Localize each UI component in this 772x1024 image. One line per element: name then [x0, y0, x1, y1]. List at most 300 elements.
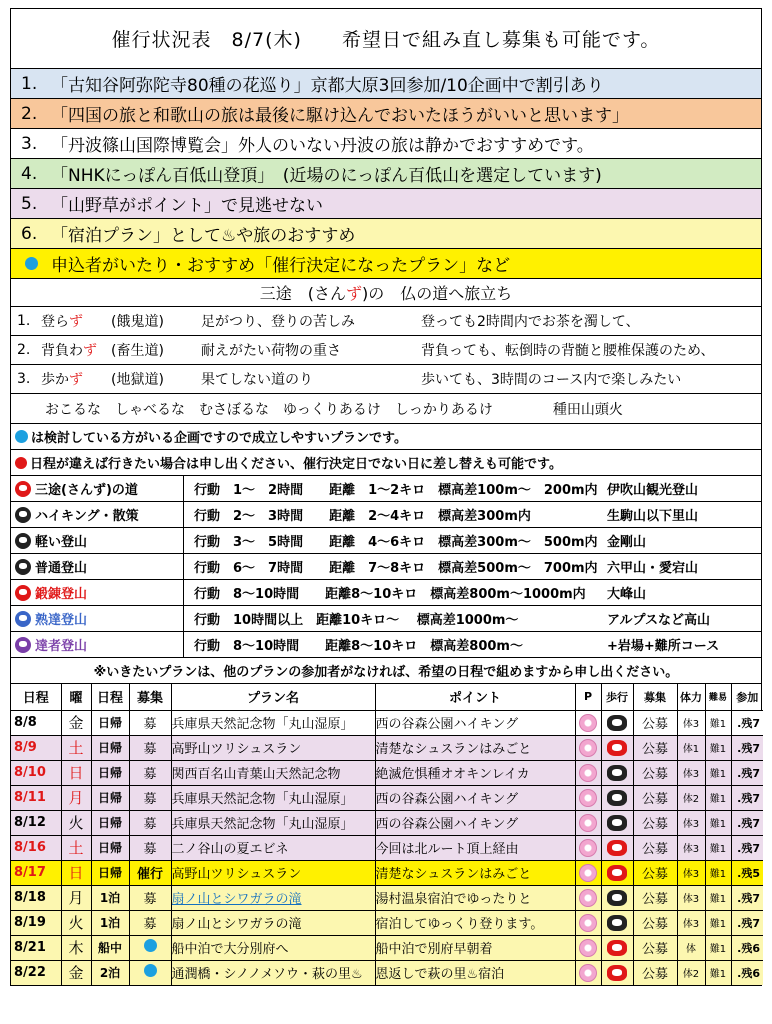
level-icon-cell	[11, 559, 35, 575]
flower-icon	[579, 714, 597, 732]
row-trip-type: 日帰	[91, 810, 129, 835]
feature-band[interactable]	[11, 219, 761, 249]
row-weekday: 金	[61, 960, 91, 985]
row-stamina: 体3	[677, 760, 705, 785]
animal-icon	[607, 865, 627, 881]
row-weekday: 月	[61, 785, 91, 810]
table-row[interactable]	[11, 960, 763, 985]
table-row[interactable]	[11, 935, 763, 960]
row-trip-type: 日帰	[91, 785, 129, 810]
row-weekday: 木	[61, 935, 91, 960]
level-example: +岩場+難所コース	[607, 639, 720, 654]
page-title: 催行状況表 8/7(木) 希望日で組み直し募集も可能です。	[11, 9, 761, 69]
row-date: 8/12	[11, 810, 61, 835]
table-row[interactable]	[11, 760, 763, 785]
proverb	[11, 394, 761, 424]
row-difficulty: 難1	[705, 785, 731, 810]
notice: ※いきたいプランは、他のプランの参加者がなければ、希望の日程で組めますから申し出ください。	[11, 658, 761, 684]
row-weekday: 日	[61, 760, 91, 785]
row-p	[575, 810, 601, 835]
column-header: ポイント	[375, 684, 575, 710]
column-header: 難易	[705, 684, 731, 710]
row-remaining: .残7	[731, 810, 763, 835]
row-status: 募	[129, 810, 171, 835]
row-plan-name[interactable]	[171, 935, 375, 960]
level-name: 鍛錬登山	[35, 587, 88, 602]
row-walk	[601, 860, 633, 885]
column-header: 曜	[61, 684, 91, 710]
level-example: 金剛山	[607, 535, 647, 550]
way-number: 2.	[17, 342, 31, 358]
row-p	[575, 960, 601, 985]
row-stamina: 体2	[677, 785, 705, 810]
animal-icon	[15, 481, 31, 497]
way-d: 歩いても、3時間のコース内で楽しみたい	[421, 372, 682, 388]
row-remaining: .残7	[731, 885, 763, 910]
row-point: 清楚なシュスランはみごと	[375, 860, 575, 885]
flower-icon	[579, 914, 597, 932]
band-number: 3.	[21, 133, 38, 154]
plan-name-text: 通潤橋・シノノメソウ・萩の里♨	[171, 967, 363, 983]
feature-band[interactable]	[11, 249, 761, 279]
row-p	[575, 835, 601, 860]
row-weekday: 土	[61, 735, 91, 760]
way-d: 背負っても、転倒時の背髄と腰椎保護のため、	[421, 343, 715, 359]
row-p	[575, 885, 601, 910]
way-verb-pre: 背負わ	[41, 343, 83, 359]
row-date: 8/11	[11, 785, 61, 810]
level-icon-cell	[11, 637, 35, 653]
row-plan-name[interactable]	[171, 835, 375, 860]
band-number: 4.	[21, 163, 38, 184]
row-difficulty: 難1	[705, 885, 731, 910]
level-name: 達者登山	[35, 639, 88, 654]
row-date: 8/8	[11, 710, 61, 735]
row-recruit: 公募	[633, 785, 677, 810]
way-number: 1.	[17, 313, 31, 329]
plan-name-text: 兵庫県天然記念物「丸山湿原」	[171, 792, 354, 807]
band-number: 1.	[21, 73, 38, 94]
row-point: 湯村温泉宿泊でゆったりと	[375, 885, 575, 910]
row-weekday: 日	[61, 860, 91, 885]
row-plan-name[interactable]	[171, 760, 375, 785]
row-plan-name[interactable]	[171, 710, 375, 735]
row-walk	[601, 935, 633, 960]
row-remaining: .残7	[731, 735, 763, 760]
sanzu-ways	[11, 307, 761, 394]
proverb-author: 種田山頭火	[552, 401, 623, 418]
row-p	[575, 860, 601, 885]
row-p	[575, 710, 601, 735]
way-b: (畜生道)	[111, 343, 164, 359]
way-c: 足がつり、登りの苦しみ	[201, 314, 355, 330]
row-walk	[601, 885, 633, 910]
row-remaining: .残7	[731, 760, 763, 785]
row-weekday: 月	[61, 885, 91, 910]
plan-name-text: 兵庫県天然記念物「丸山湿原」	[171, 817, 354, 832]
row-walk	[601, 810, 633, 835]
row-plan-name[interactable]	[171, 810, 375, 835]
level-icon-cell	[11, 481, 35, 497]
level-icon-cell	[11, 611, 35, 627]
row-date: 8/18	[11, 885, 61, 910]
row-difficulty: 難1	[705, 710, 731, 735]
row-stamina: 体	[677, 935, 705, 960]
note-blue	[11, 424, 761, 450]
row-date: 8/10	[11, 760, 61, 785]
flower-icon	[579, 739, 597, 757]
feature-band[interactable]	[11, 129, 761, 159]
row-point: 宿泊してゆっくり登ります。	[375, 910, 575, 935]
column-header: 募集	[633, 684, 677, 710]
plan-name-text: 関西百名山青葉山天然記念物	[171, 767, 341, 782]
row-status	[129, 935, 171, 960]
row-weekday: 火	[61, 810, 91, 835]
blue-dot-icon	[144, 939, 157, 952]
way-verb-pre: 歩か	[41, 372, 69, 388]
row-remaining: .残6	[731, 935, 763, 960]
table-row[interactable]	[11, 810, 763, 835]
flower-icon	[579, 964, 597, 982]
row-p	[575, 910, 601, 935]
row-recruit: 公募	[633, 960, 677, 985]
level-row	[11, 528, 761, 554]
row-stamina: 体3	[677, 885, 705, 910]
feature-bands	[11, 69, 761, 279]
level-description: 行動 2～ 3時間 距離 2～4キロ 標高差300m内	[183, 502, 607, 527]
table-row[interactable]	[11, 710, 763, 735]
flower-icon	[579, 814, 597, 832]
row-difficulty: 難1	[705, 735, 731, 760]
row-recruit: 公募	[633, 735, 677, 760]
note-red	[11, 450, 761, 476]
flower-icon	[579, 939, 597, 957]
row-status: 募	[129, 835, 171, 860]
row-status: 募	[129, 760, 171, 785]
band-text: 「NHKにっぽん百低山登頂」 (近場のにっぽん百低山を選定しています)	[51, 166, 602, 186]
plan-name-text[interactable]: 扇ノ山とシワガラの滝	[171, 892, 302, 907]
row-recruit: 公募	[633, 835, 677, 860]
animal-icon	[607, 815, 627, 831]
table-row[interactable]	[11, 785, 763, 810]
band-marker	[11, 257, 51, 270]
blue-dot-icon	[25, 257, 38, 270]
row-date: 8/21	[11, 935, 61, 960]
animal-icon	[607, 915, 627, 931]
animal-icon	[607, 965, 627, 981]
level-row	[11, 476, 761, 502]
row-status: 募	[129, 710, 171, 735]
row-recruit: 公募	[633, 760, 677, 785]
level-name: 普通登山	[35, 561, 88, 576]
row-walk	[601, 960, 633, 985]
row-recruit: 公募	[633, 935, 677, 960]
column-header: 日程	[11, 684, 61, 710]
row-walk	[601, 760, 633, 785]
level-icon-cell	[11, 533, 35, 549]
sanzu-way-row	[11, 307, 761, 336]
row-difficulty: 難1	[705, 760, 731, 785]
level-description: 行動 1～ 2時間 距離 1～2キロ 標高差100m～ 200m内	[183, 476, 607, 501]
way-verb-pre: 登ら	[41, 314, 69, 330]
level-example: 伊吹山観光登山	[607, 483, 699, 498]
row-remaining: .残7	[731, 910, 763, 935]
level-description: 行動 6～ 7時間 距離 7～8キロ 標高差500m～ 700m内	[183, 554, 607, 579]
animal-icon	[15, 611, 31, 627]
way-d: 登っても2時間内でお茶を濁して、	[421, 314, 640, 330]
level-description: 行動 8～10時間 距離8～10キロ 標高差800m～1000m内	[183, 580, 607, 605]
band-number: 5.	[21, 193, 38, 214]
level-row	[11, 580, 761, 606]
sanzu-heading-pre: 三途 (さん	[259, 284, 346, 303]
level-description: 行動 10時間以上 距離10キロ～ 標高差1000m～	[183, 606, 607, 631]
row-recruit: 公募	[633, 710, 677, 735]
way-verb-red: ず	[69, 314, 83, 330]
row-plan-name[interactable]	[171, 910, 375, 935]
flower-icon	[579, 839, 597, 857]
feature-band[interactable]	[11, 99, 761, 129]
way-verb	[41, 340, 111, 360]
row-difficulty: 難1	[705, 935, 731, 960]
column-header: 日程	[91, 684, 129, 710]
row-remaining: .残5	[731, 860, 763, 885]
row-trip-type: 1泊	[91, 910, 129, 935]
row-status: 募	[129, 910, 171, 935]
row-walk	[601, 910, 633, 935]
sanzu-way-row	[11, 336, 761, 365]
row-status: 募	[129, 885, 171, 910]
row-point: 恩返しで萩の里♨宿泊	[375, 960, 575, 985]
row-trip-type: 1泊	[91, 885, 129, 910]
sanzu-heading-post: )の 仏の道へ旅立ち	[362, 284, 513, 303]
animal-icon	[15, 637, 31, 653]
row-trip-type: 日帰	[91, 735, 129, 760]
row-trip-type: 日帰	[91, 710, 129, 735]
plan-name-text: 高野山ツリシュスラン	[171, 742, 302, 757]
row-walk	[601, 735, 633, 760]
flower-icon	[579, 789, 597, 807]
row-plan-name[interactable]	[171, 860, 375, 885]
table-row[interactable]	[11, 885, 763, 910]
row-p	[575, 935, 601, 960]
way-b: (地獄道)	[111, 372, 164, 388]
level-row	[11, 632, 761, 658]
row-difficulty: 難1	[705, 910, 731, 935]
row-status: 募	[129, 785, 171, 810]
row-recruit: 公募	[633, 885, 677, 910]
note-blue-text: は検討している方がいる企画ですので成立しやすいプランです。	[31, 431, 407, 446]
level-description: 行動 3～ 5時間 距離 4～6キロ 標高差300m～ 500m内	[183, 528, 607, 553]
level-example: アルプスなど高山	[607, 613, 710, 628]
level-name: ハイキング・散策	[35, 509, 139, 524]
animal-icon	[607, 840, 627, 856]
way-verb-red: ず	[69, 372, 83, 388]
plan-name-text: 高野山ツリシュスラン	[171, 867, 302, 882]
animal-icon	[607, 715, 627, 731]
way-verb-red: ず	[83, 343, 97, 359]
flower-icon	[579, 764, 597, 782]
feature-band[interactable]	[11, 189, 761, 219]
level-example: 六甲山・愛宕山	[607, 561, 699, 576]
row-weekday: 金	[61, 710, 91, 735]
row-p	[575, 785, 601, 810]
plan-name-text: 兵庫県天然記念物「丸山湿原」	[171, 717, 354, 732]
blue-dot-icon	[15, 430, 28, 443]
row-stamina: 体3	[677, 710, 705, 735]
row-weekday: 土	[61, 835, 91, 860]
band-text: 「古知谷阿弥陀寺80種の花巡り」京都大原3回参加/10企画中で割引あり	[51, 76, 604, 96]
table-row[interactable]	[11, 910, 763, 935]
row-trip-type: 日帰	[91, 760, 129, 785]
row-date: 8/9	[11, 735, 61, 760]
sanzu-heading-red: ず	[345, 284, 362, 303]
row-point: 西の谷森公園ハイキング	[375, 810, 575, 835]
row-remaining: .残7	[731, 835, 763, 860]
level-row	[11, 606, 761, 632]
way-b: (餓鬼道)	[111, 314, 164, 330]
row-plan-name[interactable]	[171, 735, 375, 760]
level-example: 大峰山	[607, 587, 647, 602]
row-plan-name[interactable]	[171, 960, 375, 985]
plan-name-text: 船中泊で大分別府へ	[171, 942, 289, 957]
animal-icon	[15, 533, 31, 549]
row-p	[575, 735, 601, 760]
row-weekday: 火	[61, 910, 91, 935]
level-description: 行動 8～10時間 距離8～10キロ 標高差800m～	[183, 632, 607, 657]
row-date: 8/22	[11, 960, 61, 985]
row-walk	[601, 785, 633, 810]
level-name: 三途(さんず)の道	[35, 483, 138, 498]
column-header: P	[575, 684, 601, 710]
level-icon-cell	[11, 507, 35, 523]
way-verb	[41, 369, 111, 389]
row-difficulty: 難1	[705, 835, 731, 860]
flower-icon	[579, 864, 597, 882]
difficulty-levels	[11, 476, 761, 658]
way-number: 3.	[17, 371, 31, 387]
column-header: 体力	[677, 684, 705, 710]
red-dot-icon	[15, 457, 27, 469]
animal-icon	[607, 790, 627, 806]
row-trip-type: 船中	[91, 935, 129, 960]
row-difficulty: 難1	[705, 860, 731, 885]
row-point: 西の谷森公園ハイキング	[375, 710, 575, 735]
row-difficulty: 難1	[705, 960, 731, 985]
level-name: 軽い登山	[35, 535, 88, 550]
animal-icon	[607, 890, 627, 906]
proverb-text: おこるな しゃべるな むさぼるな ゆっくりあるけ しっかりあるけ	[45, 401, 493, 418]
table-body	[11, 710, 763, 985]
level-icon-cell	[11, 585, 35, 601]
way-c: 耐えがたい荷物の重さ	[201, 343, 341, 359]
row-trip-type: 2泊	[91, 960, 129, 985]
row-plan-name[interactable]	[171, 785, 375, 810]
way-c: 果てしない道のり	[201, 372, 313, 388]
row-plan-name[interactable]	[171, 885, 375, 910]
animal-icon	[607, 740, 627, 756]
plan-name-text: 扇ノ山とシワガラの滝	[171, 917, 302, 932]
row-stamina: 体3	[677, 810, 705, 835]
column-header: プラン名	[171, 684, 375, 710]
row-point: 絶滅危惧種オオキンレイカ	[375, 760, 575, 785]
table-row[interactable]	[11, 835, 763, 860]
band-number: 6.	[21, 223, 38, 244]
band-text: 「宿泊プラン」として♨や旅のおすすめ	[51, 226, 356, 246]
band-text: 「山野草がポイント」で見逃せない	[51, 196, 323, 216]
row-trip-type: 日帰	[91, 860, 129, 885]
animal-icon	[15, 559, 31, 575]
row-point: 今回は北ルート頂上経由	[375, 835, 575, 860]
row-remaining: .残7	[731, 785, 763, 810]
sanzu-way-row	[11, 365, 761, 394]
sanzu-heading	[11, 279, 761, 307]
band-text: 申込者がいたり・おすすめ「催行決定になったプラン」など	[51, 256, 511, 276]
row-status	[129, 960, 171, 985]
row-stamina: 体2	[677, 960, 705, 985]
schedule-table	[11, 684, 763, 985]
level-row	[11, 554, 761, 580]
row-stamina: 体1	[677, 735, 705, 760]
row-difficulty: 難1	[705, 810, 731, 835]
row-date: 8/19	[11, 910, 61, 935]
column-header: 募集	[129, 684, 171, 710]
row-stamina: 体3	[677, 860, 705, 885]
flower-icon	[579, 889, 597, 907]
feature-band[interactable]	[11, 69, 761, 99]
row-point: 清楚なシュスランはみごと	[375, 735, 575, 760]
row-recruit: 公募	[633, 860, 677, 885]
animal-icon	[607, 940, 627, 956]
row-recruit: 公募	[633, 810, 677, 835]
row-date: 8/16	[11, 835, 61, 860]
row-point: 西の谷森公園ハイキング	[375, 785, 575, 810]
column-header: 参加	[731, 684, 763, 710]
animal-icon	[607, 765, 627, 781]
row-recruit: 公募	[633, 910, 677, 935]
animal-icon	[15, 507, 31, 523]
feature-band[interactable]	[11, 159, 761, 189]
column-header: 歩行	[601, 684, 633, 710]
row-remaining: .残6	[731, 960, 763, 985]
row-trip-type: 日帰	[91, 835, 129, 860]
band-text: 「丹波篠山国際博覧会」外人のいない丹波の旅は静かでおすすめです。	[51, 136, 594, 156]
blue-dot-icon	[144, 964, 157, 977]
row-point: 船中泊で別府早朝着	[375, 935, 575, 960]
band-text: 「四国の旅と和歌山の旅は最後に駆け込んでおいたほうがいいと思います」	[51, 106, 629, 126]
row-status: 募	[129, 735, 171, 760]
row-p	[575, 760, 601, 785]
band-number: 2.	[21, 103, 38, 124]
table-row[interactable]	[11, 860, 763, 885]
row-stamina: 体3	[677, 910, 705, 935]
plan-name-text: 二ノ谷山の夏エビネ	[171, 842, 289, 857]
level-row	[11, 502, 761, 528]
row-stamina: 体3	[677, 835, 705, 860]
table-row[interactable]	[11, 735, 763, 760]
row-walk	[601, 710, 633, 735]
level-name: 熟達登山	[35, 613, 88, 628]
row-walk	[601, 835, 633, 860]
note-red-text: 日程が違えば行きたい場合は申し出ください、催行決定日でない日に差し替えも可能です。	[30, 457, 562, 472]
schedule-sheet	[10, 8, 762, 986]
way-verb	[41, 311, 111, 331]
row-date: 8/17	[11, 860, 61, 885]
row-remaining: .残7	[731, 710, 763, 735]
row-status: 催行	[129, 860, 171, 885]
level-example: 生駒山以下里山	[607, 509, 699, 524]
animal-icon	[15, 585, 31, 601]
table-header-row	[11, 684, 763, 710]
